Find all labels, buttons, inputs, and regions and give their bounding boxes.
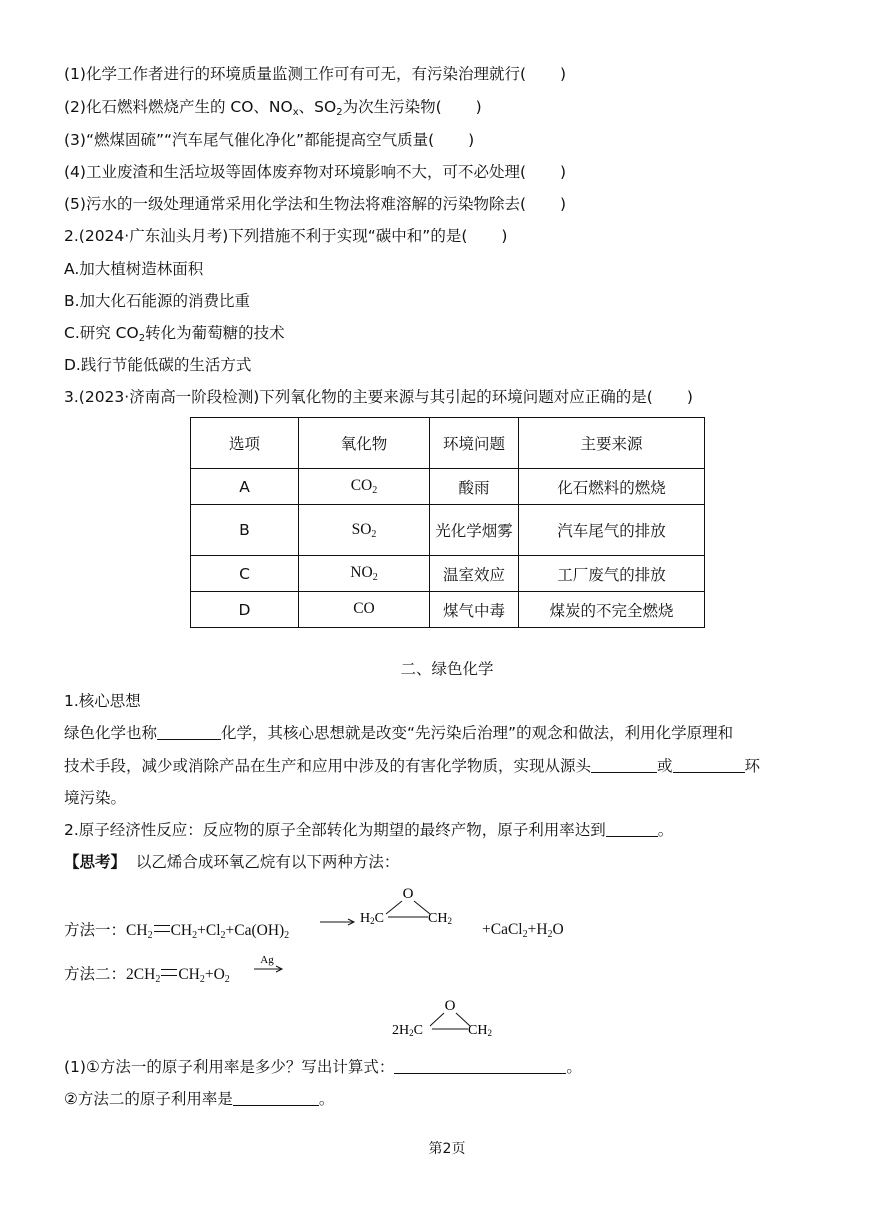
judge-1: (1)化学工作者进行的环境质量监测工作可有可无，有污染治理就行( ) [64,65,567,83]
svg-text:H2C: H2C [360,911,384,926]
cell-source: 化石燃料的燃烧 [519,469,705,505]
paragraph-atom-economy: 2.原子经济性反应：反应物的原子全部转化为期望的最终产物，原子利用率达到 。 [64,821,674,839]
header-source: 主要来源 [519,418,705,469]
cell-issue: 光化学烟雾 [430,505,519,556]
cell-option: B [191,505,299,556]
method-1-products: $+CaCl_2+H_2O$ [482,921,564,940]
cell-option: C [191,556,299,592]
svg-text:CH2: CH2 [428,911,452,926]
heading-core-idea: 1.核心思想 [64,692,141,710]
header-issue: 环境问题 [430,418,519,469]
q2-option-b: B.加大化石能源的消费比重 [64,292,251,310]
q2-option-a: A.加大植树造林面积 [64,260,204,278]
cell-oxide: $SO_2$ [299,505,430,556]
table-header-row [191,418,705,469]
method-1: 方法一：$CH_2$ $CH_2+Cl_2+Ca(OH)_2$ [64,921,290,941]
cell-issue: 酸雨 [430,469,519,505]
question-2: ②方法二的原子利用率是 。 [64,1090,335,1108]
judge-3: (3)“燃煤固硫”“汽车尾气催化净化”都能提高空气质量( ) [64,131,475,149]
paragraph-core-3: 境污染。 [64,789,127,807]
cell-issue: 煤气中毒 [430,592,519,628]
judge-2: (2)化石燃料燃烧产生的 CO、$NO_x$、$SO_2$为次生污染物( ) [64,98,482,118]
q2-stem: 2.(2024·广东汕头月考)下列措施不利于实现“碳中和”的是( ) [64,227,508,245]
table-row [191,592,705,628]
table-row [191,505,705,556]
method-1-arrow-and-product [318,884,468,934]
paragraph-core-2: 技术手段，减少或消除产品在生产和应用中涉及的有害化学物质，实现从源头 或 环 [64,757,761,775]
epoxide-oxygen: O [402,886,414,902]
catalyst-label: Ag [260,954,274,966]
cell-source: 煤炭的不完全燃烧 [519,592,705,628]
table-row [191,469,705,505]
svg-text:2H2C: 2H2C [392,1023,423,1038]
question-1: (1)①方法一的原子利用率是多少？写出计算式： 。 [64,1058,582,1076]
cell-oxide: CO [299,592,430,628]
judge-5: (5)污水的一级处理通常采用化学法和生物法将难溶解的污染物除去( ) [64,195,567,213]
judge-4: (4)工业废渣和生活垃圾等固体废弃物对环境影响不大，可不必处理( ) [64,163,567,181]
cell-source: 工厂废气的排放 [519,556,705,592]
method-2-arrow [252,952,286,982]
method-2-product [390,994,510,1044]
cell-source: 汽车尾气的排放 [519,505,705,556]
cell-oxide: $NO_2$ [299,556,430,592]
cell-oxide: $CO_2$ [299,469,430,505]
paragraph-core-1: 绿色化学也称 化学，其核心思想就是改变“先污染后治理”的观念和做法，利用化学原理和 [64,724,734,742]
header-option: 选项 [191,418,299,469]
section-title: 二、绿色化学 [400,660,494,678]
cell-option: A [191,469,299,505]
page-number: 第2页 [428,1141,466,1157]
header-oxide: 氧化物 [299,418,430,469]
q3-stem: 3.(2023·济南高一阶段检测)下列氧化物的主要来源与其引起的环境问题对应正确的是( ) [64,388,693,406]
svg-text:CH2: CH2 [468,1023,492,1038]
table-row [191,556,705,592]
cell-issue: 温室效应 [430,556,519,592]
q2-option-d: D.践行节能低碳的生活方式 [64,356,252,374]
cell-option: D [191,592,299,628]
q2-option-c: C.研究 $CO_2$转化为葡萄糖的技术 [64,324,285,344]
oxide-table [190,417,705,628]
think-prompt: 【思考】 以乙烯合成环氧乙烷有以下两种方法： [64,853,400,871]
epoxide-oxygen: O [444,998,456,1014]
method-2: 方法二：$2CH_2$ $CH_2+O_2$ [64,965,230,985]
